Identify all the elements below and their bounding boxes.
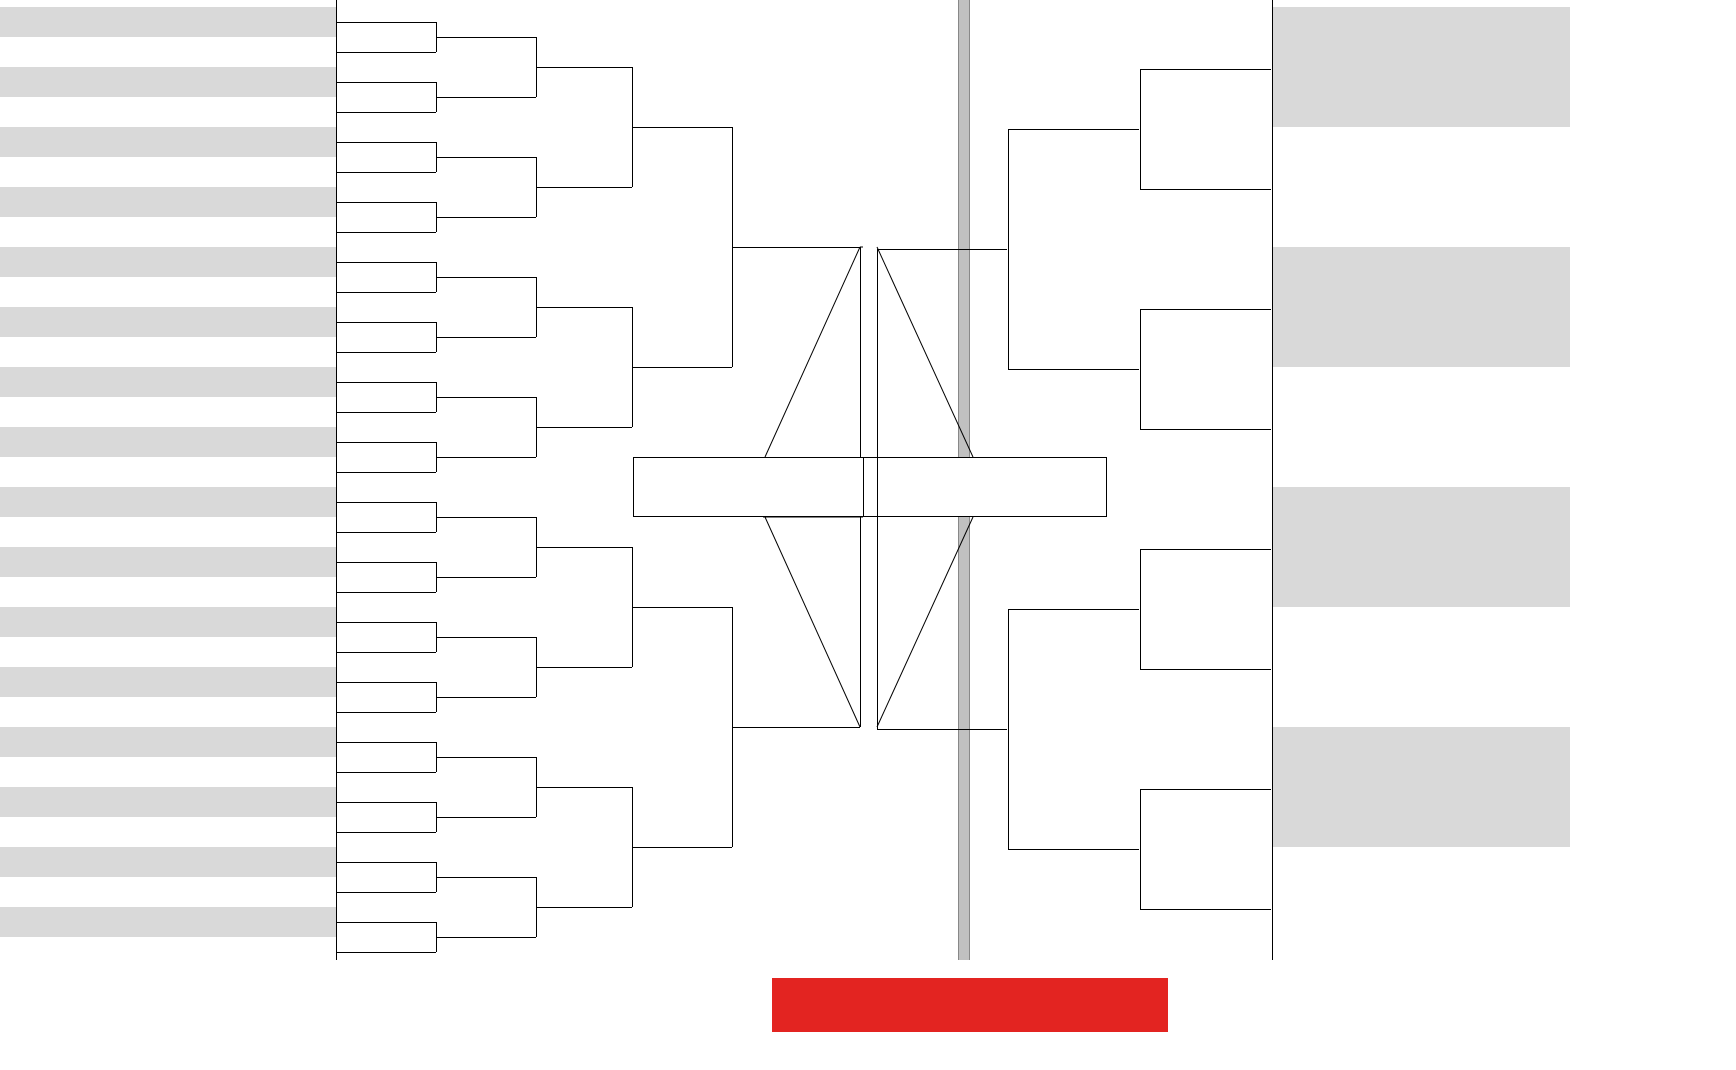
connector-line — [877, 517, 973, 727]
bracket-line — [877, 249, 1007, 250]
team-shade — [1272, 487, 1570, 547]
team-shade — [1272, 7, 1570, 67]
bracket-line — [1140, 789, 1271, 790]
team-shade — [1272, 67, 1570, 127]
bracket-line — [1008, 849, 1139, 850]
connector-line — [877, 247, 973, 457]
bracket-line — [1008, 609, 1139, 610]
bracket-connector — [1140, 789, 1141, 909]
connector-line — [765, 247, 860, 457]
bracket-connector — [1008, 129, 1009, 369]
bracket-connector — [877, 249, 878, 729]
right-draw-edge — [1272, 0, 1273, 960]
team-shade — [1272, 247, 1570, 307]
bracket-line — [1140, 429, 1271, 430]
connector-line — [765, 517, 860, 727]
bracket-line — [1140, 69, 1271, 70]
bracket-line — [1008, 129, 1139, 130]
bracket-line — [1140, 549, 1271, 550]
bracket-line — [1140, 189, 1271, 190]
team-shade — [1272, 307, 1570, 367]
bracket-connector — [1008, 609, 1009, 849]
bracket-connector — [1140, 309, 1141, 429]
bracket-line — [1140, 909, 1271, 910]
bracket-line — [1008, 369, 1139, 370]
bracket-connector — [1140, 69, 1141, 189]
team-shade — [1272, 787, 1570, 847]
bracket-connector — [1140, 549, 1141, 669]
bracket-line — [1140, 669, 1271, 670]
bracket-line — [877, 729, 1007, 730]
bracket-line — [1140, 309, 1271, 310]
team-shade — [1272, 547, 1570, 607]
team-shade — [1272, 727, 1570, 787]
